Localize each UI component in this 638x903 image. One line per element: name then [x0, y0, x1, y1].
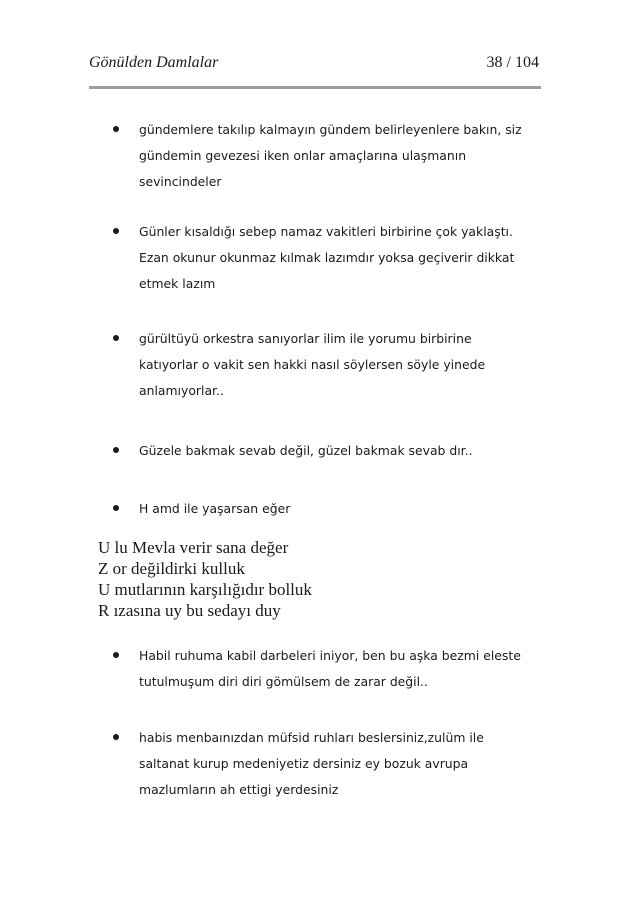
poem-line: U mutlarının karşılığıdır bolluk: [98, 580, 312, 599]
poem-line: R ızasına uy bu sedayı duy: [98, 601, 281, 620]
text-line: gündemin gevezesi iken onlar amaçlarına ulaşmanın: [139, 148, 467, 163]
text-line: mazlumların ah ettigi yerdesiniz: [139, 782, 339, 797]
text-line: gürültüyü orkestra sanıyorlar ilim ile yorumu birbirine: [139, 331, 472, 346]
bullet-text: [139, 643, 579, 695]
bullet-text: [139, 496, 579, 522]
poem-line: Z or değildirki kulluk: [98, 559, 245, 578]
page-number: 38 / 104: [486, 54, 539, 71]
bullet-icon: [113, 505, 119, 511]
bullet-text: [139, 219, 579, 297]
bullet-icon: [113, 335, 119, 341]
bullet-text: [139, 117, 579, 195]
text-line: Günler kısaldığı sebep namaz vakitleri birbirine çok yaklaştı.: [139, 224, 513, 239]
text-line: Güzele bakmak sevab değil, güzel bakmak sevab dır..: [139, 443, 473, 458]
text-line: habis menbaınızdan müfsid ruhları beslersiniz,zulüm ile: [139, 730, 484, 745]
text-line: gündemlere takılıp kalmayın gündem belirleyenlere bakın, siz: [139, 122, 522, 137]
header-divider: [89, 86, 541, 89]
bullet-icon: [113, 228, 119, 234]
text-line: etmek lazım: [139, 276, 216, 291]
text-line: Ezan okunur okunmaz kılmak lazımdır yoksa geçiverir dikkat: [139, 250, 515, 265]
book-title: Gönülden Damlalar: [89, 54, 219, 71]
text-line: katıyorlar o vakit sen hakki nasıl söylersen söyle yinede: [139, 357, 486, 372]
acrostic-poem: [98, 537, 312, 621]
bullet-text: [139, 725, 579, 803]
text-line: Habil ruhuma kabil darbeleri iniyor, ben bu aşka bezmi eleste: [139, 648, 521, 663]
page-header: [89, 50, 541, 76]
bullet-text: [139, 438, 579, 464]
text-line: H amd ile yaşarsan eğer: [139, 501, 291, 516]
text-line: sevincindeler: [139, 174, 222, 189]
bullet-icon: [113, 652, 119, 658]
text-line: tutulmuşum diri diri gömülsem de zarar değil..: [139, 674, 428, 689]
poem-line: U lu Mevla verir sana değer: [98, 538, 289, 557]
bullet-icon: [113, 126, 119, 132]
text-line: anlamıyorlar..: [139, 383, 224, 398]
bullet-text: [139, 326, 579, 404]
bullet-icon: [113, 447, 119, 453]
text-line: saltanat kurup medeniyetiz dersiniz ey bozuk avrupa: [139, 756, 469, 771]
bullet-icon: [113, 734, 119, 740]
